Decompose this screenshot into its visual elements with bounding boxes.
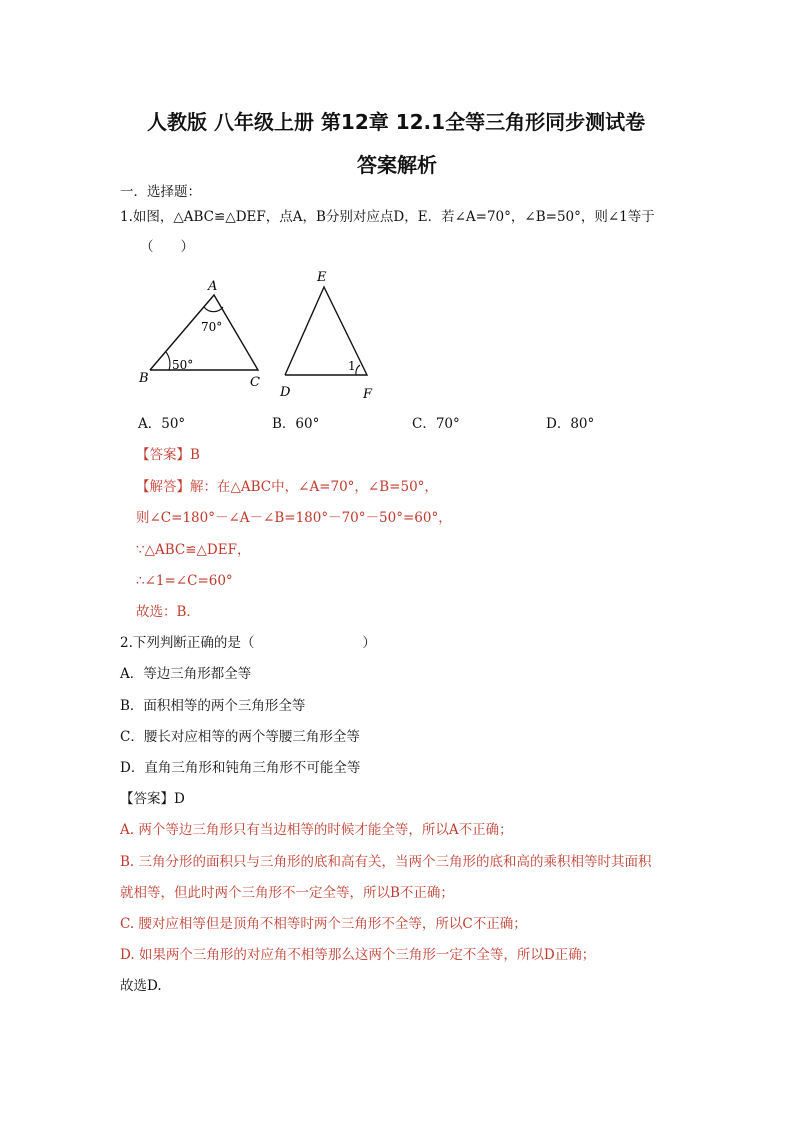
q1-answer — [136, 449, 200, 463]
section-heading: 一．选择题： — [120, 184, 201, 200]
q2-final: 故选D. — [120, 978, 162, 994]
q1-explain-tag: 【解答】 — [136, 479, 190, 495]
q2-stem: 2.下列判断正确的是（ ） — [120, 635, 376, 651]
q1-explain-line-3: ∵△ABC≌△DEF， — [136, 542, 251, 558]
q2-option-b: B．面积相等的两个三角形全等 — [120, 698, 306, 714]
angle-a-arc — [204, 307, 223, 312]
q1-option-a: A．50° — [138, 416, 186, 432]
doc-subtitle: 答案解析 — [357, 153, 437, 177]
q1-stem: 1.如图，△ABC≌△DEF，点A，B分别对应点D，E．若∠A=70°，∠B=50°，则∠1等于 — [120, 209, 655, 225]
label-a: A — [208, 279, 218, 294]
label-c: C — [250, 375, 260, 390]
q2-explain-line-3: 就相等，但此时两个三角形不一定全等，所以B不正确； — [120, 885, 454, 901]
q2-explain-line-1: A. 两个等边三角形只有当边相等的时候才能全等，所以A不正确； — [120, 822, 513, 838]
angle-1-label: 1 — [348, 359, 356, 373]
q2-option-c: C．腰长对应相等的两个等腰三角形全等 — [120, 729, 360, 745]
q1-option-b: B．60° — [272, 416, 320, 432]
q2-answer-tag: 【答案】 — [120, 791, 174, 807]
q2-answer — [120, 793, 185, 807]
q1-answer-value: B — [190, 447, 200, 463]
q2-explain-line-5: D. 如果两个三角形的对应角不相等那么这两个三角形一定不全等，所以D正确； — [120, 947, 596, 963]
q1-explain-text-1: 解：在△ABC中，∠A=70°，∠B=50°， — [190, 479, 438, 495]
q2-explain-line-4: C. 腰对应相等但是顶角不相等时两个三角形不全等，所以C不正确； — [120, 916, 527, 932]
q1-explain-line-1 — [136, 481, 438, 495]
label-d: D — [280, 385, 291, 400]
q2-option-d: D．直角三角形和钝角三角形不可能全等 — [120, 760, 361, 776]
q1-explain-line-2: 则∠C=180°－∠A－∠B=180°－70°－50°=60°， — [136, 510, 452, 526]
label-f: F — [363, 387, 373, 402]
label-b: B — [139, 371, 149, 386]
angle-f-arc — [356, 365, 360, 375]
angle-a-label: 70° — [201, 320, 223, 334]
angle-b-arc — [166, 352, 170, 370]
doc-title: 人教版 八年级上册 第12章 12.1全等三角形同步测试卷 — [147, 110, 646, 134]
q2-option-a: A．等边三角形都全等 — [120, 666, 252, 682]
q1-answer-tag: 【答案】 — [136, 447, 190, 463]
q1-explain-line-4: ∴∠1=∠C=60° — [136, 573, 233, 589]
angle-b-label: 50° — [172, 358, 194, 372]
q2-answer-value: D — [174, 791, 185, 807]
q1-option-c: C．70° — [412, 416, 460, 432]
q1-explain-line-5: 故选：B． — [136, 604, 200, 620]
q1-blank: （ ） — [140, 239, 194, 255]
label-e: E — [317, 270, 327, 285]
q2-explain-line-2: B. 三角分形的面积只与三角形的底和高有关，当两个三角形的底和高的乘积相等时其面积 — [120, 854, 652, 870]
q1-option-d: D．80° — [546, 416, 595, 432]
q1-triangles-figure — [130, 262, 390, 402]
